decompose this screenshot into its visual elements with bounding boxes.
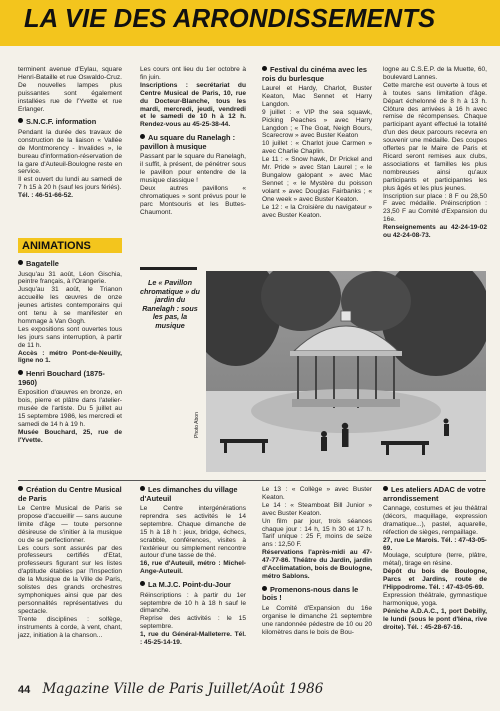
dimanches-address: 16, rue d'Auteuil, métro : Michel-Ange-Auteuil. [140,560,246,576]
adac-text-2: Moulage, sculpture (terre, plâtre, métal), tirage en résine. [383,552,487,568]
mjc-address: 1, rue du Général-Malleterre. Tél. : 45-25-14-19. [140,631,246,647]
randonnee-heading: Promenons-nous dans le bois ! [262,584,359,603]
randonnee-location: logne au C.S.E.P. de la Muette, 60, boulevard Lannes. [383,66,487,81]
sncf-phone: Tél. : 46-51-66-52. [18,192,73,200]
mjc-heading: La M.J.C. Point-du-Jour [140,581,246,590]
festival-text-5: Le 12 : « la Croisière du navigateur » avec Buster Keaton. [262,203,372,219]
page-number: 44 [18,684,31,696]
page-title: LA VIE DES ARRONDISSEMENTS [24,5,436,33]
bullet-icon [140,486,145,491]
randonnee-inscription: Inscription sur place : 8 F ou 28,50 F avec médaille. Préinscription : 23,50 F au Comité d'Expansion du 16e. [383,192,487,224]
adac-text-1: Cannage, costumes et jeu théâtral (décors, maquillage, expression dramatique...), pastel, aquarelle, réfection de sièges, rempaillage. [383,505,487,536]
animations-label: ANIMATIONS [22,240,91,252]
column-1-top [18,66,122,200]
bagatelle-text-1: Jusqu'au 31 août, Léon Gischia, peintre français, à l'Orangerie. [18,270,122,286]
column-3-bottom [262,486,372,637]
column-1-bottom [18,486,122,639]
adac-heading: Les ateliers ADAC de votre arrondissement [383,485,486,503]
adac-text-3: Expression théâtrale, gymnastique harmonique, yoga. [383,591,487,607]
festival-text-3: 10 juillet : « Charlot joue Carmen » avec Charlie Chaplin. [262,140,372,156]
photo-caption: Le « Pavillon chromatique » du jardin du Ranelagh : sous les pas, la musique [140,278,200,330]
bullet-icon [18,260,23,265]
adac-address-3: Péniche A.D.A.C., 1, port Debilly, le lundi (sous le pont d'Iéna, rive droite). Tél. : 45-28-67-16. [383,607,487,631]
bagatelle-text-3: Les expositions sont ouvertes tous les jours sans interruption, à partir de 11 h. [18,325,122,349]
sncf-text: Pendant la durée des travaux de construction de la liaison « Vallée de Montmorency - Invalides », le bureau d'information-réservation de la gare d'Auteuil-Boulogne reste en service. [18,128,122,176]
festival-text-7: Le 14 : « Steamboat Bill Junior » avec Buster Keaton. [262,501,372,517]
bouchard-text: Exposition d'œuvres en bronze, en bois, pierre et plâtre dans l'atelier-musée de l'artiste. Du 5 juillet au 15 septembre 1986, les mercredi et samedi de 14 h à 19 h. [18,389,122,428]
centre-musical-heading: Création du Centre Musical de Paris [18,485,122,503]
festival-heading: Festival du cinéma avec les rois du burlesque [262,65,367,83]
handwritten-note: Magazine Ville de Paris Juillet/Août 1986 [42,681,324,697]
column-2-bottom [140,486,246,647]
course-dates: Les cours ont lieu du 1er octobre à fin juin. [140,66,246,81]
column-4-top [383,66,487,240]
festival-reservations: Réservations l'après-midi au 47-47-77-86. Théâtre du Jardin, jardin d'Acclimatation, bois de Boulogne, métro Sablons. [262,549,372,580]
bullet-icon [140,134,145,139]
bagatelle-access: Accès : métro Pont-de-Neuilly, ligne no 1. [18,349,122,365]
dimanches-heading: Les dimanches du village d'Auteuil [140,485,238,503]
bouchard-address: Musée Bouchard, 25, rue de l'Yvette. [18,428,122,444]
randonnee-details: Cette marche est ouverte à tous et à toutes sans limitation d'âge. Départ échelonné de 8 h à 13 h. Clôture des arrivées à 16 h avec remise de récompenses. Chaque participant ayant effectué la totalité d'un des deux parcours recevra en souvenir une médaille. Des coupes offertes par le Maire de Paris et Ricard seront remises aux clubs, associations et familles les plus nombreuses ainsi qu'aux participants et participantes les plus âgés et les plus jeunes. [383,81,487,192]
column-2-top [140,66,246,217]
ranelagh-text-2: Deux autres pavillons « chromatiques » sont prévus pour le parc Montsouris et les Buttes-Chaumont. [140,184,246,216]
bouchard-heading: Henri Bouchard (1875-1960) [18,369,105,387]
inscriptions-text: Inscriptions : secrétariat du Centre Musical de Paris, 10, rue du Docteur-Blanche, tous les mardi, mercredi, jeudi, vendredi et le samedi de 10 h à 12 h. Rendez-vous au 45-25-38-44. [140,81,246,129]
mjc-text-1: Réinscriptions : à partir du 1er septembre de 10 h à 18 h sauf le dimanche. [140,591,246,615]
caption-rule [140,267,197,270]
page-footer [18,681,323,697]
bullet-icon [262,586,267,591]
bandstand-photo [206,271,486,472]
column-3-top [262,66,372,219]
bagatelle-heading: Bagatelle [18,260,122,269]
bullet-icon [18,486,23,491]
randonnee-text: Le Comité d'Expansion du 16e organise le dimanche 21 septembre une randonnée pédestre de 10 ou 20 kilomètres dans le bois de Bou- [262,604,372,636]
street-lighting-text: terminent avenue d'Eylau, square Henri-Bataille et rue Oswaldo-Cruz. De nouvelles lampes plus puissantes sont également installées rue de l'Yvette et rue Erlanger. [18,66,122,113]
centre-musical-text-2: Les cours sont assurés par des professeurs certifiés d'Etat, professeurs figurant sur les listes d'aptitude établies par l'Inspection de la Musique de la Ville de Paris, solistes des grands orchestres symphoniques ainsi que par des personnalités représentatives du spectacle. [18,544,122,615]
bagatelle-text-2: Jusqu'au 31 août, le Trianon accueille les œuvres de onze jeunes artistes contemporains qui ont tenu à se manifester en hommage à Van Gogh. [18,286,122,325]
sncf-hours: Il est ouvert du lundi au samedi de 7 h 15 à 20 h (sauf les jours fériés). [18,176,122,192]
column-1-animations [18,260,122,445]
festival-schedule: Un film par jour, trois séances chaque jour : 14 h, 15 h 30 et 17 h. Tarif unique : 25 F, moins de seize ans : 12,50 F. [262,517,372,549]
bullet-icon [140,581,145,586]
centre-musical-text-3: Trente disciplines : solfège, instruments à corde, à vent, chant, jazz, initiation à la chanson... [18,615,122,639]
adac-address-1: 27, rue Le Marois. Tél. : 47-43-05-69. [383,536,487,552]
section-divider [18,480,486,481]
festival-text-1: Laurel et Hardy, Charlot, Buster Keaton, Mac Sennet et Harry Langdon. [262,85,372,108]
ranelagh-text: Passant par le square du Ranelagh, il suffit, à présent, de pénétrer sous le pavillon pour entendre de la musique classique ! [140,153,246,184]
festival-text-6: Le 13 : « Collège » avec Buster Keaton. [262,486,372,501]
festival-text-4: Le 11 : « Snow hawk, Dr Prickel and Mr. Pride » avec Stan Laurel ; « le Bungalow galopant » avec Mac Sennet ; « le Mystère du poisson volant » avec Douglas Fairbanks ; « One week » avec Buster Keaton. [262,156,372,203]
photo-credit: Photo Abon [194,412,200,438]
sncf-heading: S.N.C.F. information [18,118,122,127]
bullet-icon [18,370,23,375]
ranelagh-heading: Au square du Ranelagh : pavillon à musique [140,133,236,151]
dimanches-text: Le Centre intergénérations reprendra ses activités le 14 septembre. Chaque dimanche de 15 h à 18 h : jeux, bridge, échecs, scrabble, conférences, visites à l'extérieur ou simplement rencontre autour d'une tasse de thé. [140,505,246,560]
bandstand-illustration [206,271,486,472]
randonnee-renseignements: Renseignements au 42-24-19-02 ou 42-24-08-73. [383,224,487,240]
bullet-icon [383,486,388,491]
centre-musical-text-1: Le Centre Musical de Paris se propose d'accueillir — sans aucune limite d'âge — toute personne désireuse de s'initier à la musique ou de se perfectionner. [18,505,122,544]
adac-address-2: Dépôt du bois de Boulogne, Parcs et Jardins, route de l'Hippodrome. Tél. : 47-43-05-69. [383,568,487,592]
bullet-icon [262,66,267,71]
mjc-text-2: Reprise des activités : le 15 septembre. [140,615,246,631]
festival-text-2: 9 juillet : « VIP the sea squawk, Picking Peaches » avec Harry Langdon ; « The Goat, Neigh Bours, Scarecrow » avec Buster Keaton [262,108,372,140]
column-4-bottom [383,486,487,632]
bullet-icon [18,118,23,123]
